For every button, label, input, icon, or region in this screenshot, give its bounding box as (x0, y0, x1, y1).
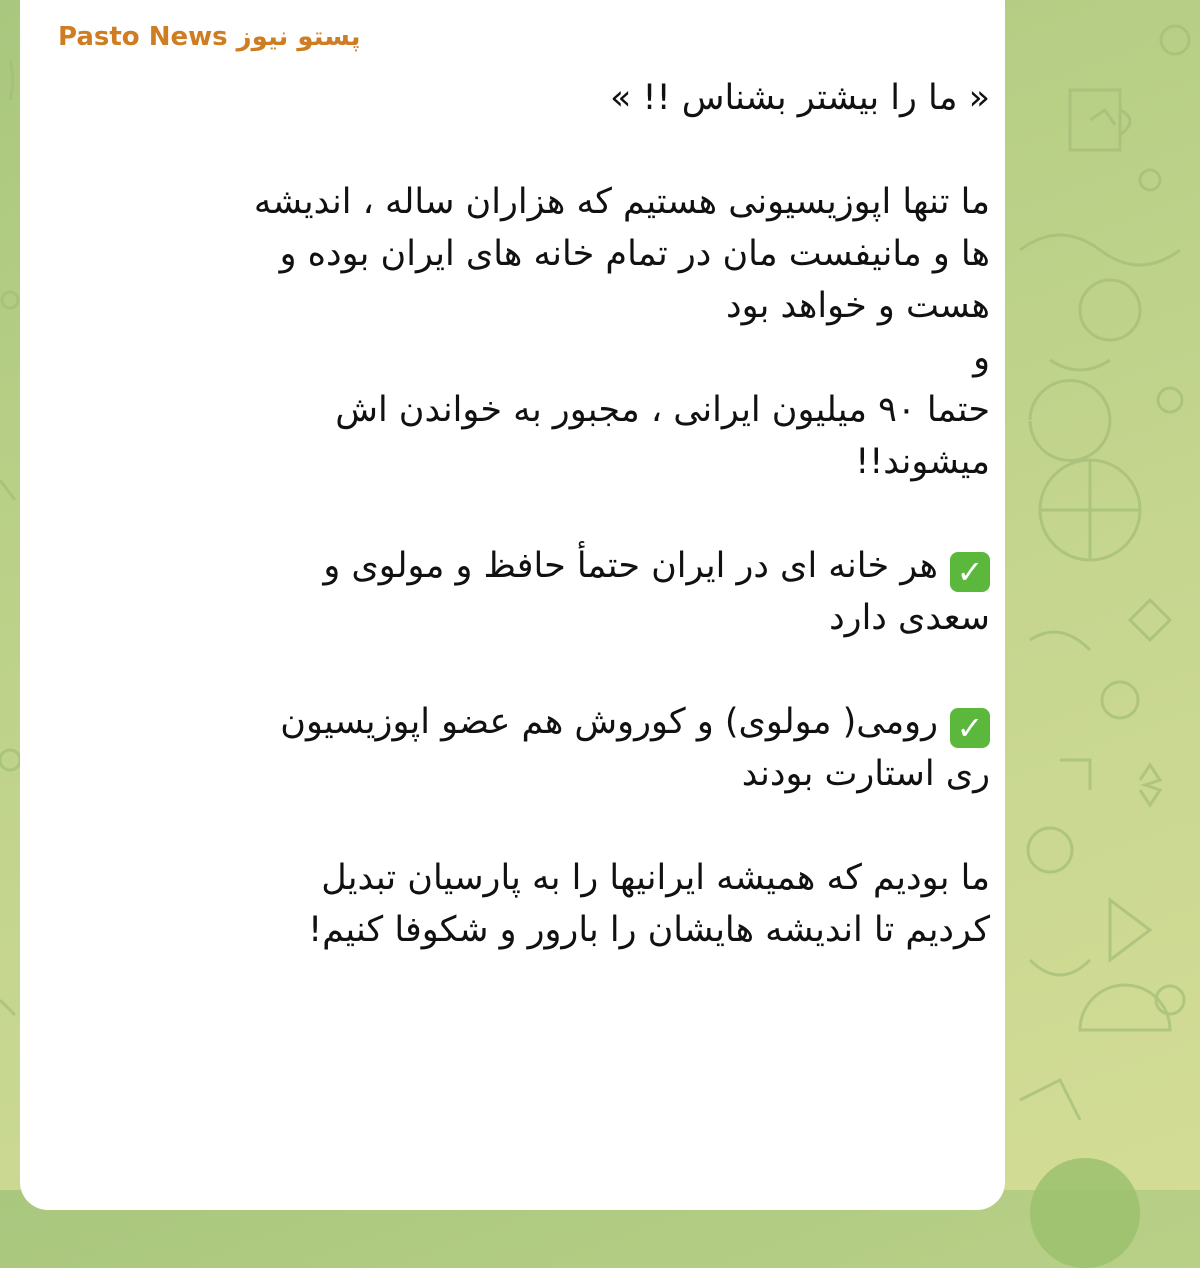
message-line: ری استارت بودند (741, 754, 990, 794)
line-gap (60, 644, 990, 696)
message-line: هست و خواهد بود (725, 286, 990, 326)
message-line: ما تنها اپوزیسیونی هستیم که هزاران ساله ، اندیشه (253, 182, 990, 222)
message-line: و (973, 338, 990, 378)
check-item-text: رومی( مولوی) و کوروش هم عضو اپوزیسیون (280, 702, 938, 742)
message-line: حتما ۹۰ میلیون ایرانی ، مجبور به خواندن اش (335, 390, 990, 430)
message-text (60, 72, 990, 956)
message-line: ما بودیم که همیشه ایرانیها را به پارسیان تبدیل (321, 858, 990, 898)
line-gap (60, 488, 990, 540)
line-gap (60, 124, 990, 176)
line-gap (60, 800, 990, 852)
message-line: میشوند!! (855, 442, 990, 482)
message-line: کردیم تا اندیشه هایشان را بارور و شکوفا کنیم! (308, 910, 990, 950)
message-title: « ما را بیشتر بشناس !! » (610, 78, 990, 118)
scroll-down-button[interactable] (1030, 1158, 1140, 1268)
message-line: سعدی دارد (829, 598, 990, 638)
message-line: ها و مانیفست مان در تمام خانه های ایران بوده و (279, 234, 990, 274)
channel-name[interactable]: Pasto News پستو نیوز (58, 22, 361, 52)
check-mark-button-icon: ✓ (950, 552, 990, 592)
message-bubble[interactable] (20, 0, 1005, 1210)
check-mark-button-icon: ✓ (950, 708, 990, 748)
check-item-text: هر خانه ای در ایران حتمأ حافظ و مولوی و (323, 546, 938, 586)
message-line-check (60, 540, 990, 592)
message-line-check (60, 696, 990, 748)
